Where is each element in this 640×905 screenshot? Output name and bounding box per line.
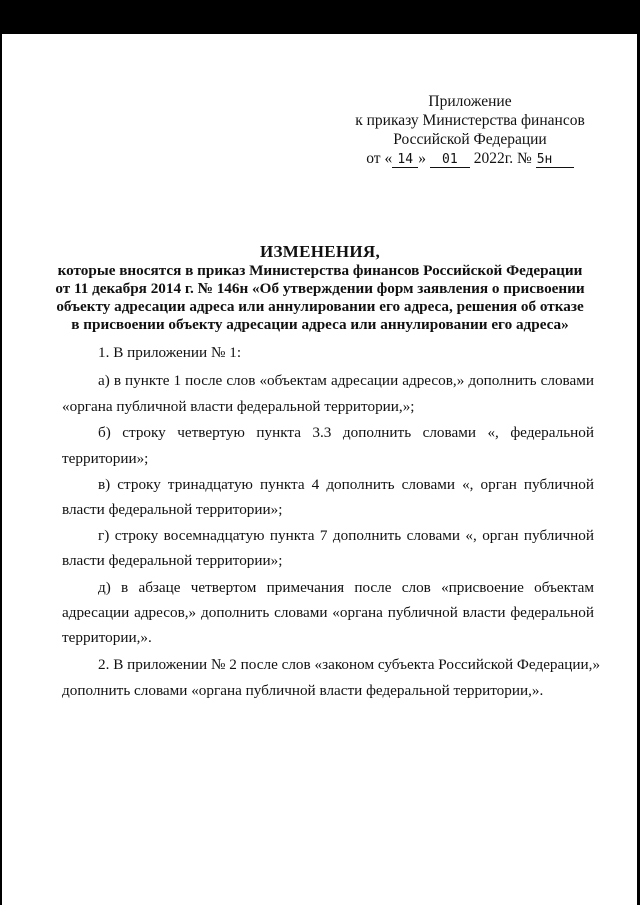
appendix-date-line <box>340 149 600 168</box>
item-1a-line-2: «органа публичной власти федеральной территории,»; <box>62 398 415 415</box>
item-1d-line-1: г) строку восемнадцатую пункта 7 дополнить словами «, орган публичной <box>98 527 594 544</box>
order-number-field: 5н <box>536 152 574 168</box>
item-1d-line-2: власти федеральной территории»; <box>62 552 283 569</box>
appendix-country: Российской Федерации <box>393 131 547 148</box>
date-mid: » <box>418 150 426 167</box>
subtitle-line-1: которые вносятся в приказ Министерства финансов Российской Федерации <box>57 262 583 279</box>
item-1e-line-2: адресации адресов,» дополнить словами «органа публичной власти федеральной <box>62 604 594 621</box>
scan-left-border <box>0 0 2 905</box>
appendix-order-ref: к приказу Министерства финансов <box>355 112 585 129</box>
document-subtitle <box>40 262 600 334</box>
item-1e-line-1: д) в абзаце четвертом примечания после слов «присвоение объектам <box>98 579 594 596</box>
date-month-field: 01 <box>430 152 470 168</box>
date-year: 2022г. № <box>473 150 532 167</box>
item-2-line-1: 2. В приложении № 2 после слов «законом субъекта Российской Федерации,» <box>98 656 601 673</box>
item-2-line-2: дополнить словами «органа публичной власти федеральной территории,». <box>62 682 544 699</box>
date-day-field: 14 <box>392 152 418 168</box>
item-1e-line-3: территории,». <box>62 629 152 646</box>
document-title: ИЗМЕНЕНИЯ, <box>259 242 381 261</box>
subtitle-line-2: от 11 декабря 2014 г. № 146н «Об утверждении форм заявления о присвоении <box>55 280 585 297</box>
item-1c-line-1: в) строку тринадцатую пункта 4 дополнить словами «, орган публичной <box>98 476 594 493</box>
appendix-header <box>340 92 600 168</box>
item-1a-line-1: а) в пункте 1 после слов «объектам адресации адресов,» дополнить словами <box>98 372 594 389</box>
item-1c-line-2: власти федеральной территории»; <box>62 501 283 518</box>
item-1-heading: 1. В приложении № 1: <box>98 344 242 361</box>
subtitle-line-3: объекту адресации адреса или аннулировании его адреса, решения об отказе <box>56 298 584 315</box>
subtitle-line-4: в присвоении объекту адресации адреса или аннулировании его адреса» <box>71 316 569 333</box>
date-prefix: от « <box>366 150 393 167</box>
item-1b-line-1: б) строку четвертую пункта 3.3 дополнить словами «, федеральной <box>98 424 594 441</box>
item-1b-line-2: территории»; <box>62 450 149 467</box>
appendix-label: Приложение <box>428 93 512 110</box>
scan-top-border <box>0 0 640 34</box>
